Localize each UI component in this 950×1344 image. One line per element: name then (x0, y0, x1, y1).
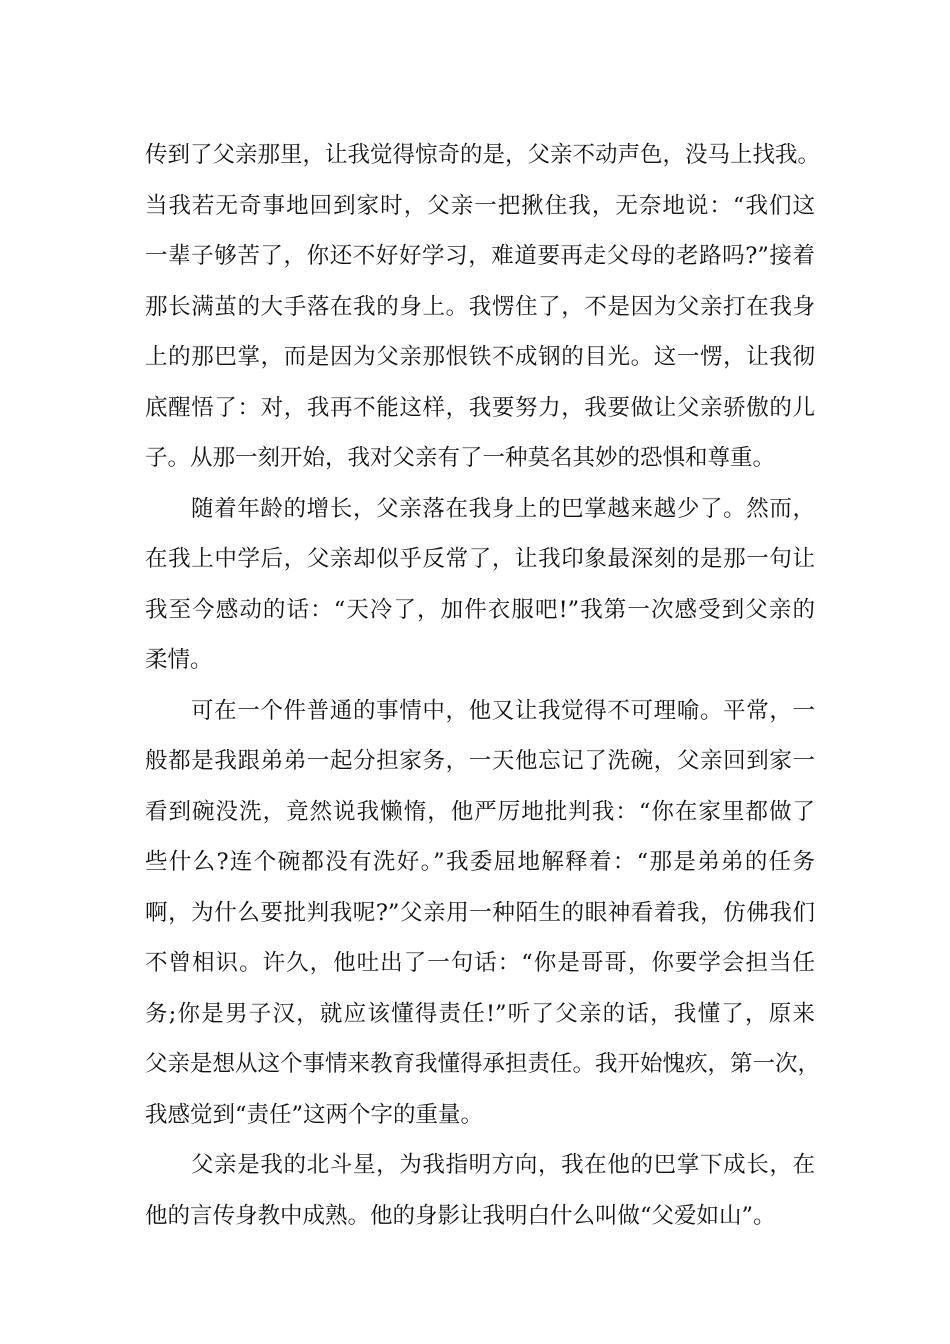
text-line: 我至今感动的话：“天冷了，加件衣服吧!”我第一次感受到父亲的 (145, 596, 815, 623)
text-line: 子。从那一刻开始，我对父亲有了一种莫名其妙的恐惧和尊重。 (145, 445, 776, 471)
text-line: 那长满茧的大手落在我的身上。我愣住了，不是因为父亲打在我身 (145, 293, 815, 320)
text-line: 他的言传身教中成熟。他的身影让我明白什么叫做“父爱如山”。 (145, 1202, 776, 1229)
text-line: 柔情。 (145, 647, 213, 673)
text-line: 不曾相识。许久，他吐出了一句话：“你是哥哥，你要学会担当任 (145, 950, 815, 976)
text-line: 我感觉到“责任”这两个字的重量。 (145, 1101, 484, 1128)
text-line: 看到碗没洗，竟然说我懒惰，他严厉地批判我：“你在家里都做了 (145, 798, 815, 825)
text-line: 务;你是男子汉，就应该懂得责任!”听了父亲的话，我懂了，原来 (145, 1000, 815, 1027)
paragraph-first-line: 随着年龄的增长，父亲落在我身上的巴掌越来越少了。然而， (191, 495, 815, 522)
text-line: 在我上中学后，父亲却似乎反常了，让我印象最深刻的是那一句让 (145, 546, 815, 572)
text-line: 底醒悟了：对，我再不能这样，我要努力，我要做让父亲骄傲的儿 (145, 394, 815, 421)
paragraph-first-line: 可在一个件普通的事情中，他又让我觉得不可理喻。平常，一 (191, 697, 815, 724)
text-line: 父亲是想从这个事情来教育我懂得承担责任。我开始愧疚，第一次， (145, 1051, 821, 1077)
essay-body (145, 130, 821, 1241)
text-line: 些什么?连个碗都没有洗好。”我委屈地解释着：“那是弟弟的任务 (145, 849, 815, 875)
text-line: 传到了父亲那里，让我觉得惊奇的是，父亲不动声色，没马上找我。 (145, 142, 821, 168)
text-line: 啊，为什么要批判我呢?”父亲用一种陌生的眼神看着我，仿佛我们 (145, 899, 815, 926)
text-line: 一辈子够苦了，你还不好好学习，难道要再走父母的老路吗?”接着 (145, 243, 815, 269)
text-line: 当我若无奇事地回到家时，父亲一把揪住我，无奈地说：“我们这 (145, 192, 815, 219)
paragraph-first-line: 父亲是我的北斗星，为我指明方向，我在他的巴掌下成长，在 (191, 1152, 815, 1178)
text-line: 上的那巴掌，而是因为父亲那恨铁不成钢的目光。这一愣，让我彻 (145, 344, 815, 370)
text-line: 般都是我跟弟弟一起分担家务，一天他忘记了洗碗，父亲回到家一 (145, 748, 815, 774)
